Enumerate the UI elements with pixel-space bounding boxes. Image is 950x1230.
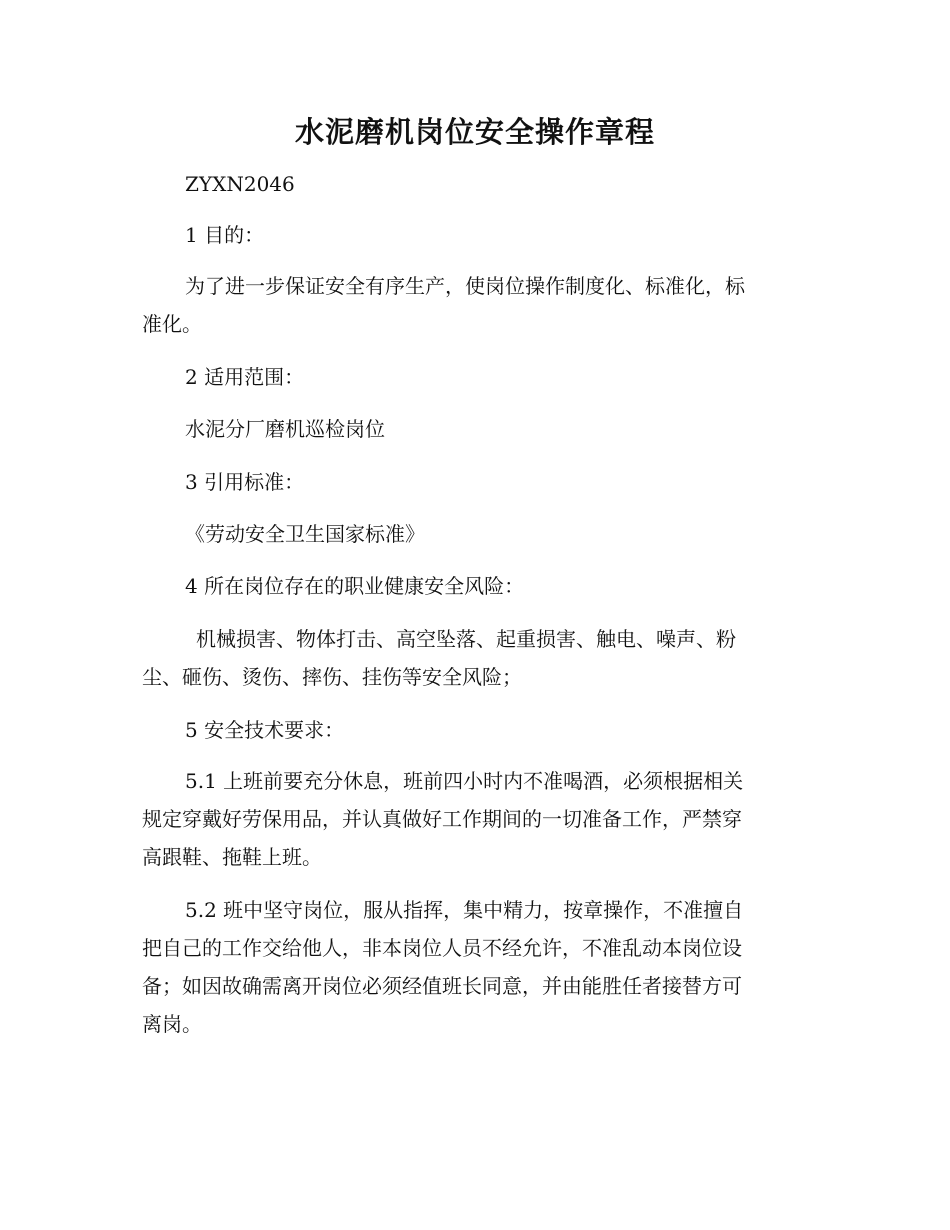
purpose-heading: 1 目的： <box>185 223 265 247</box>
paragraph-5-1-line: 高跟鞋、拖鞋上班。 <box>142 845 322 869</box>
risk-text-line: 尘、砸伤、烫伤、摔伤、挂伤等安全风险； <box>142 665 522 689</box>
paragraph-5-1-line: 5.1 上班前要充分休息，班前四小时内不准喝酒，必须根据相关 <box>185 769 744 793</box>
standard-text: 《劳动安全卫生国家标准》 <box>185 522 425 546</box>
tech-heading: 5 安全技术要求： <box>185 718 345 742</box>
document-title: 水泥磨机岗位安全操作章程 <box>294 115 655 149</box>
paragraph-5-2-line: 离岗。 <box>142 1012 202 1036</box>
scope-heading: 2 适用范围： <box>185 365 305 389</box>
standard-heading: 3 引用标准： <box>185 470 305 494</box>
paragraph-5-2-line: 5.2 班中坚守岗位，服从指挥，集中精力，按章操作，不准擅自 <box>185 898 744 922</box>
scope-text: 水泥分厂磨机巡检岗位 <box>185 417 385 441</box>
paragraph-5-2-line: 把自己的工作交给他人，非本岗位人员不经允许，不准乱动本岗位设 <box>142 936 742 960</box>
paragraph-5-1-line: 规定穿戴好劳保用品，并认真做好工作期间的一切准备工作，严禁穿 <box>142 807 742 831</box>
document-code: ZYXN2046 <box>185 172 295 196</box>
purpose-text-line: 为了进一步保证安全有序生产，使岗位操作制度化、标准化，标 <box>185 274 745 298</box>
risk-text-line: 机械损害、物体打击、高空坠落、起重损害、触电、噪声、粉 <box>196 627 736 651</box>
risk-heading: 4 所在岗位存在的职业健康安全风险： <box>185 574 525 598</box>
purpose-text-line: 准化。 <box>142 312 202 336</box>
paragraph-5-2-line: 备；如因故确需离开岗位必须经值班长同意，并由能胜任者接替方可 <box>142 974 742 998</box>
